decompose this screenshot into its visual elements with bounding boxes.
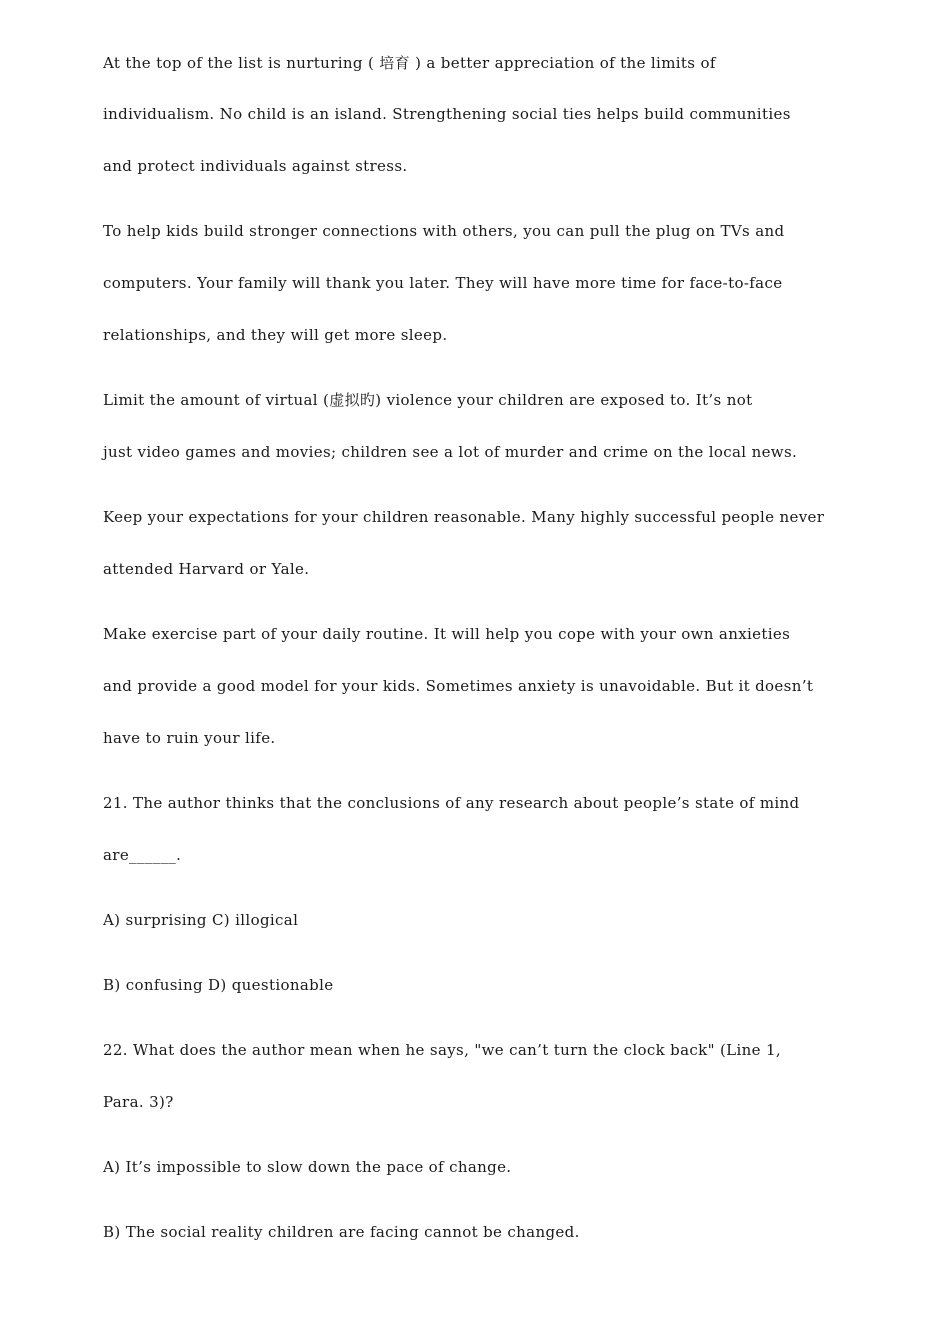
question-21-options-b-d: B) confusing D) questionable <box>103 976 334 994</box>
paragraph-1-line-1: At the top of the list is nurturing ( 培育 ) a better appreciation of the limits of <box>103 54 716 72</box>
question-22-option-b: B) The social reality children are facing cannot be changed. <box>103 1223 580 1241</box>
paragraph-2-line-2: computers. Your family will thank you later. They will have more time for face-to-face <box>103 274 783 292</box>
paragraph-2-line-3: relationships, and they will get more sleep. <box>103 326 448 344</box>
question-22-line-1: 22. What does the author mean when he says, "we can’t turn the clock back" (Line 1, <box>103 1041 781 1059</box>
question-22-line-2: Para. 3)? <box>103 1093 174 1111</box>
paragraph-3-line-2: just video games and movies; children see a lot of murder and crime on the local news. <box>103 443 798 461</box>
question-21-line-1: 21. The author thinks that the conclusions of any research about people’s state of mind <box>103 794 800 812</box>
question-21-options-a-c: A) surprising C) illogical <box>103 911 299 929</box>
paragraph-1-line-2: individualism. No child is an island. Strengthening social ties helps build communities <box>103 105 791 123</box>
paragraph-3-line-1: Limit the amount of virtual (虚拟旳) violence your children are exposed to. It’s not <box>103 391 753 409</box>
paragraph-1-line-3: and protect individuals against stress. <box>103 157 408 175</box>
paragraph-5-line-3: have to ruin your life. <box>103 729 276 747</box>
paragraph-4-line-1: Keep your expectations for your children reasonable. Many highly successful people never <box>103 508 825 526</box>
paragraph-2-line-1: To help kids build stronger connections with others, you can pull the plug on TVs and <box>103 222 785 240</box>
paragraph-5-line-2: and provide a good model for your kids. Sometimes anxiety is unavoidable. But it doesn’t <box>103 677 814 695</box>
question-22-option-a: A) It’s impossible to slow down the pace of change. <box>103 1158 512 1176</box>
paragraph-5-line-1: Make exercise part of your daily routine. It will help you cope with your own anxieties <box>103 625 791 643</box>
paragraph-4-line-2: attended Harvard or Yale. <box>103 560 310 578</box>
question-21-line-2: are______. <box>103 846 182 864</box>
